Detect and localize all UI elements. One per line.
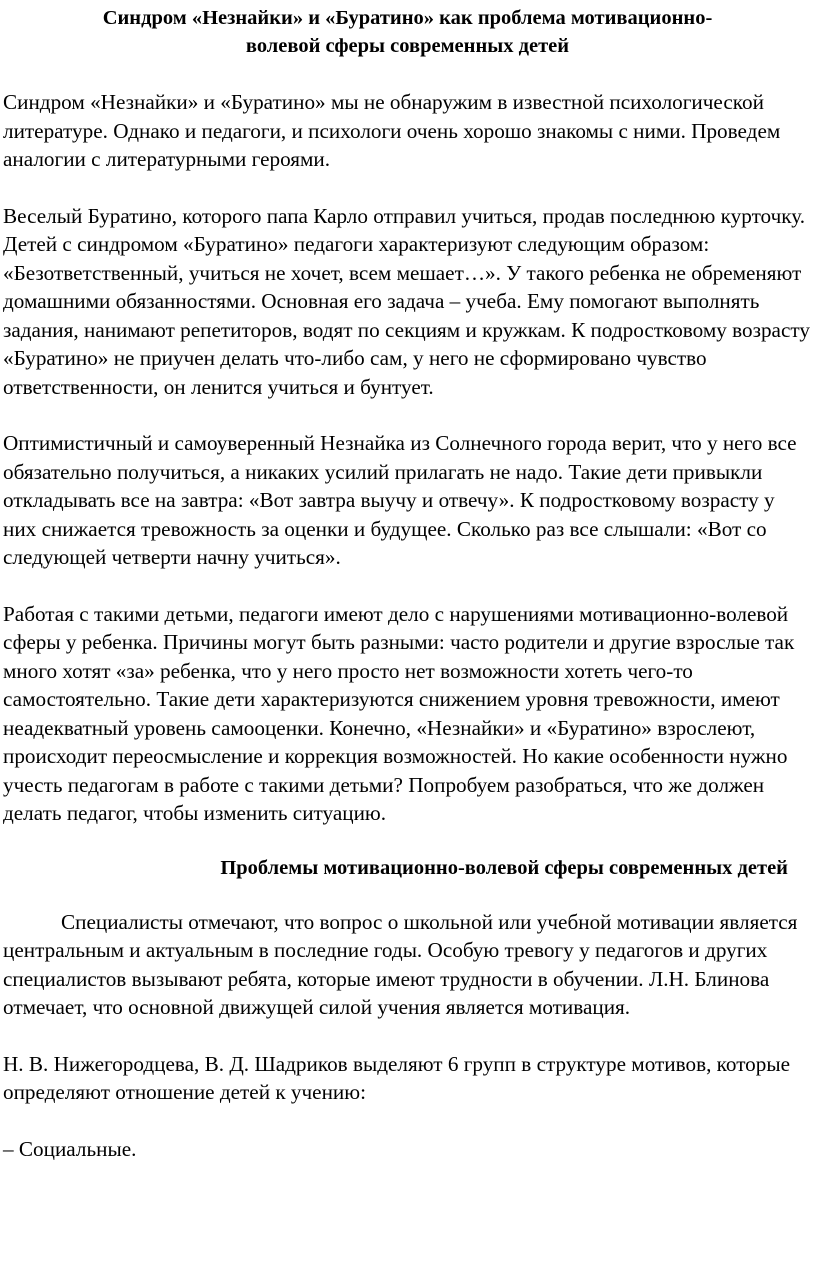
paragraph-neznayka: Оптимистичный и самоуверенный Незнайка из Солнечного города верит, что у него все обязательно получиться, а никаких усилий прилагать не надо. Такие дети привыкли откладывать все на завтра: «Вот завтра выучу и отвечу». К подростковому возрасту у них снижается тревожность за оценки и будущее. Сколько раз все слышали: «Вот со следующей четверти начну учиться». <box>3 431 797 569</box>
paragraph-motive-groups: Н. В. Нижегородцева, В. Д. Шадриков выделяют 6 групп в структуре мотивов, которые определяют отношение детей к учению: <box>3 1051 791 1104</box>
paragraph-intro: Синдром «Незнайки» и «Буратино» мы не обнаружим в известной психологической литературе. Однако и педагоги, и психологи очень хорошо знакомы с ними. Проведем аналогии с литературными героями. <box>3 90 781 171</box>
section-heading: Проблемы мотивационно-волевой сферы современных детей <box>220 856 788 879</box>
list-item-social: – Социальные. <box>3 1136 137 1161</box>
title-line-2: волевой сферы современных детей <box>245 35 570 57</box>
title-line-1: Синдром «Незнайки» и «Буратино» как проблема мотивационно- <box>102 7 713 29</box>
paragraph-causes: Работая с такими детьми, педагоги имеют дело с нарушениями мотивационно-волевой сферы у ребенка. Причины могут быть разными: часто родители и другие взрослые так много хотят «за» ребенка, что у него просто нет возможности хотеть чего-то самостоятельно. Такие дети характеризуются снижением уровня тревожности, имеют неадекватный уровень самооценки. Конечно, «Незнайки» и «Буратино» взрослеют, происходит переосмысление и коррекция возможностей. Но какие особенности нужно учесть педагогам в работе с такими детьми? Попробуем разобраться, что же должен делать педагог, чтобы изменить ситуацию. <box>3 601 795 825</box>
document-title <box>3 0 812 60</box>
paragraph-buratino: Веселый Буратино, которого папа Карло отправил учиться, продав последнюю курточку. Детей с синдромом «Буратино» педагоги характеризуют следующим образом: «Безответственный, учиться не хочет, всем мешает…». У такого ребенка не обременяют домашними обязанностями. Основная его задача – учеба. Ему помогают выполнять задания, нанимают репетиторов, водят по секциям и кружкам. К подростковому возрасту «Буратино» не приучен делать что-либо сам, у него не сформировано чувство ответственности, он ленится учиться и бунтует. <box>3 203 810 399</box>
paragraph-specialists: Специалисты отмечают, что вопрос о школьной или учебной мотивации является центральным и актуальным в последние годы. Особую тревогу у педагогов и других специалистов вызывают ребята, которые имеют трудности в обучении. Л.Н. Блинова отмечает, что основной движущей силой учения является мотивация. <box>3 909 798 1019</box>
